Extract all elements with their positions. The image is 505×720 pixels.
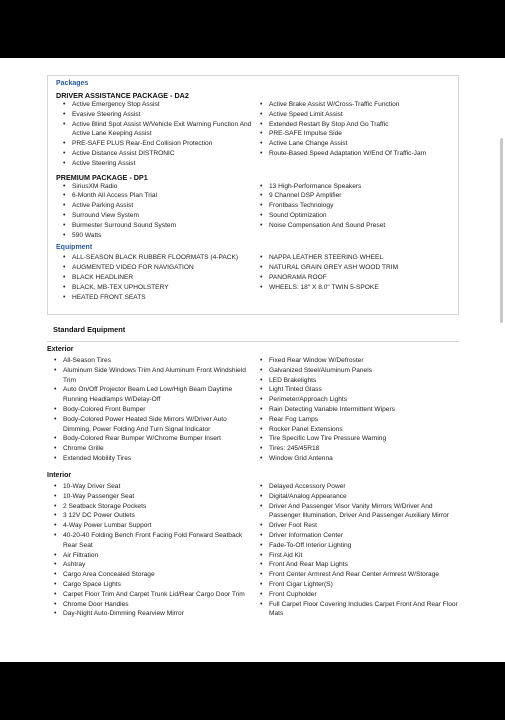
list-item: • Full Carpet Floor Covering Includes Carpet Front And Rear Floor Mats — [253, 600, 459, 620]
interior-left-list — [47, 482, 253, 619]
premium-package-title: PREMIUM PACKAGE - DP1 — [56, 172, 148, 182]
list-item: • 6-Month All Access Plan Trial — [56, 191, 253, 201]
list-item: • BLACK, MB-TEX UPHOLSTERY — [56, 283, 253, 293]
driver-package-list — [56, 100, 450, 169]
exterior-list — [47, 356, 459, 464]
list-item: • Driver Foot Rest — [253, 521, 459, 531]
document-page — [0, 58, 505, 662]
list-item: • Rear Fog Lamps — [253, 415, 459, 425]
list-item: • Window Grid Antenna — [253, 454, 459, 464]
list-item: • 10-Way Passenger Seat — [47, 492, 253, 502]
list-item: • Rocker Panel Extensions — [253, 425, 459, 435]
list-item: • Frontbass Technology — [253, 201, 450, 211]
list-item: • 13 High-Performance Speakers — [253, 182, 450, 192]
list-item: • Body-Colored Power Heated Side Mirrors W/Driver Auto Dimming, Power Folding And Turn Signal Indicator — [47, 415, 253, 435]
list-item: • Front And Rear Map Lights — [253, 560, 459, 570]
list-item: • Active Parking Assist — [56, 201, 253, 211]
list-item: • Front Cupholder — [253, 590, 459, 600]
list-item: • Sound Optimization — [253, 211, 450, 221]
list-item: • Front Cigar Lighter(S) — [253, 580, 459, 590]
list-item: • Tire Specific Low Tire Pressure Warning — [253, 434, 459, 444]
list-item: • Perimeter/Approach Lights — [253, 395, 459, 405]
list-item: • Active Brake Assist W/Cross-Traffic Function — [253, 100, 450, 110]
list-item: • 2 Seatback Storage Pockets — [47, 502, 253, 512]
list-item: • Carpet Floor Trim And Carpet Trunk Lid/Rear Cargo Door Trim — [47, 590, 253, 600]
list-item: • Tires: 245/45R18 — [253, 444, 459, 454]
exterior-heading: Exterior — [47, 346, 74, 353]
list-item: • Auto On/Off Projector Beam Led Low/High Beam Daytime Running Headlamps W/Delay-Off — [47, 385, 253, 405]
interior-list — [47, 482, 459, 619]
list-item: • Chrome Grille — [47, 444, 253, 454]
list-item: • Digital/Analog Appearance — [253, 492, 459, 502]
list-item: • AUGMENTED VIDEO FOR NAVIGATION — [56, 263, 253, 273]
list-item: • HEATED FRONT SEATS — [56, 293, 253, 303]
driver-package-title: DRIVER ASSISTANCE PACKAGE - DA2 — [56, 91, 189, 100]
exterior-right-list — [253, 356, 459, 464]
list-item: • 4-Way Power Lumbar Support — [47, 521, 253, 531]
list-item: • Noise Compensation And Sound Preset — [253, 221, 450, 231]
list-item: • First Aid Kit — [253, 551, 459, 561]
list-item: • 590 Watts — [56, 231, 253, 241]
list-item: • Cargo Space Lights — [47, 580, 253, 590]
list-item: • Active Steering Assist — [56, 159, 253, 169]
equipment-list — [56, 253, 450, 302]
packages-heading: Packages — [56, 80, 89, 87]
equipment-right-list — [253, 253, 450, 302]
list-item: • Active Lane Change Assist — [253, 139, 450, 149]
list-item: • Front Center Armrest And Rear Center Armrest W/Storage — [253, 570, 459, 580]
packages-box — [47, 75, 459, 315]
list-item: • All-Season Tires — [47, 356, 253, 366]
list-item: • Aluminum Side Windows Trim And Aluminum Front Windshield Trim — [47, 366, 253, 386]
list-item: • 9 Channel DSP Amplifier — [253, 191, 450, 201]
interior-right-list — [253, 482, 459, 619]
premium-right-list — [253, 182, 450, 241]
equipment-heading: Equipment — [56, 244, 93, 252]
list-item: • Delayed Accessory Power — [253, 482, 459, 492]
exterior-section — [47, 346, 459, 464]
list-item: • Active Emergency Stop Assist — [56, 100, 253, 110]
list-item: • 40-20-40 Folding Bench Front Facing Fold Forward Seatback Rear Seat — [47, 531, 253, 551]
exterior-left-list — [47, 356, 253, 464]
list-item: • Galvanized Steel/Aluminum Panels — [253, 366, 459, 376]
premium-package-list — [56, 182, 450, 241]
list-item: • Evasive Steering Assist — [56, 110, 253, 120]
list-item: • Body-Colored Front Bumper — [47, 405, 253, 415]
divider — [47, 341, 459, 342]
list-item: • Extended Mobility Tires — [47, 454, 253, 464]
list-item: • WHEELS: 18" X 8.0" TWIN 5-SPOKE — [253, 283, 450, 293]
list-item: • PRE-SAFE PLUS Rear-End Collision Protection — [56, 139, 253, 149]
list-item: • Active Blind Spot Assist W/Vehicle Exit Warning Function And Active Lane Keeping Assist — [56, 120, 253, 140]
premium-left-list — [56, 182, 253, 241]
driver-right-list — [253, 100, 450, 169]
interior-section — [47, 472, 459, 619]
list-item: • Driver Information Center — [253, 531, 459, 541]
scrollbar[interactable] — [500, 138, 503, 323]
driver-left-list — [56, 100, 253, 169]
list-item: • Active Speed Limit Assist — [253, 110, 450, 120]
list-item: • Active Distance Assist DISTRONIC — [56, 149, 253, 159]
list-item: • NATURAL GRAIN GREY ASH WOOD TRIM — [253, 263, 450, 273]
list-item: • PANORAMA ROOF — [253, 273, 450, 283]
interior-heading: Interior — [47, 472, 72, 479]
list-item: • Day-Night Auto-Dimming Rearview Mirror — [47, 609, 253, 619]
list-item: • ALL-SEASON BLACK RUBBER FLOORMATS (4-PACK) — [56, 253, 253, 263]
list-item: • Surround View System — [56, 211, 253, 221]
list-item: • Air Filtration — [47, 551, 253, 561]
list-item: • Light Tinted Glass — [253, 385, 459, 395]
list-item: • 10-Way Driver Seat — [47, 482, 253, 492]
list-item: • Chrome Door Handles — [47, 600, 253, 610]
list-item: • PRE-SAFE Impulse Side — [253, 129, 450, 139]
list-item: • LED Brakelights — [253, 376, 459, 386]
standard-equipment-heading: Standard Equipment — [53, 325, 126, 334]
list-item: • Extended Restart By Stop And Go Traffic — [253, 120, 450, 130]
equipment-left-list — [56, 253, 253, 302]
list-item: • Cargo Area Concealed Storage — [47, 570, 253, 580]
list-item: • Burmester Surround Sound System — [56, 221, 253, 231]
list-item: • Fixed Rear Window W/Defroster — [253, 356, 459, 366]
list-item: • NAPPA LEATHER STEERING WHEEL — [253, 253, 450, 263]
list-item: • 3 12V DC Power Outlets — [47, 511, 253, 521]
list-item: • Fade-To-Off Interior Lighting — [253, 541, 459, 551]
list-item: • Rain Detecting Variable Intermittent Wipers — [253, 405, 459, 415]
list-item: • Route-Based Speed Adaptation W/End Of Traffic-Jam — [253, 149, 450, 159]
list-item: • Driver And Passenger Visor Vanity Mirrors W/Driver And Passenger Illumination, Driver And Passenger Auxiliary Mirror — [253, 502, 459, 522]
list-item: • Body-Colored Rear Bumper W/Chrome Bumper Insert — [47, 434, 253, 444]
list-item: • BLACK HEADLINER — [56, 273, 253, 283]
list-item: • SiriusXM Radio — [56, 182, 253, 192]
list-item: • Ashtray — [47, 560, 253, 570]
